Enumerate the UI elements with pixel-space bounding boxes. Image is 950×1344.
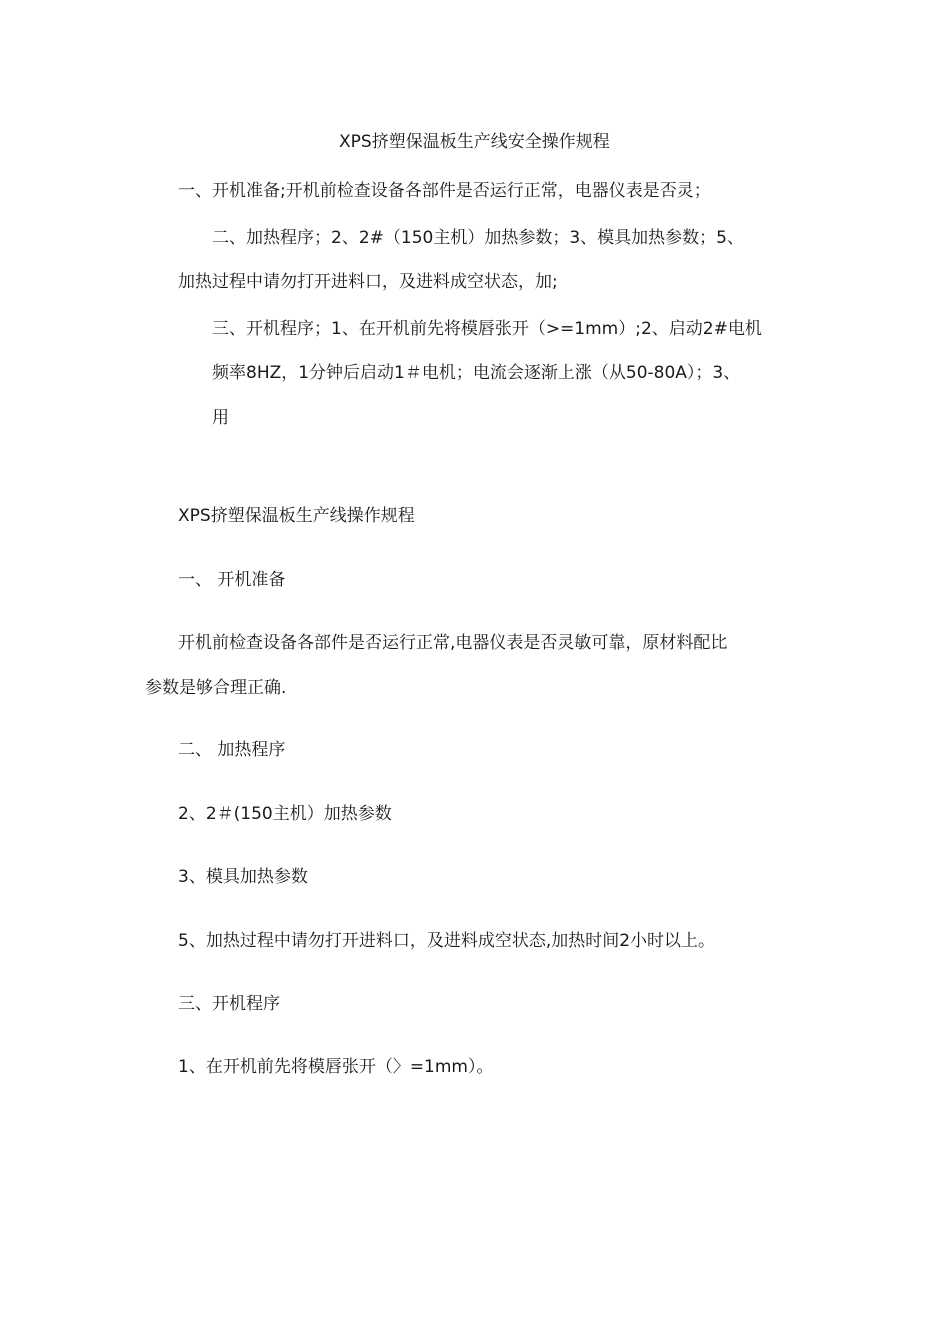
summary-paragraph-3-line-1: 三、开机程序；1、在开机前先将模唇张开（>=1mm）;2、启动2#电机 — [212, 319, 762, 339]
section-1-text-line-2: 参数是够合理正确. — [145, 678, 287, 698]
summary-paragraph-3-line-2: 频率8HZ，1分钟后启动1＃电机；电流会逐渐上涨（从50-80A）；3、 — [212, 363, 741, 383]
document-title: XPS挤塑保温板生产线安全操作规程 — [339, 132, 610, 152]
section-1-heading: 一、 开机准备 — [178, 570, 286, 590]
section-1-text-line-1: 开机前检查设备各部件是否运行正常,电器仪表是否灵敏可靠，原材料配比 — [178, 633, 728, 653]
section-2-item-3: 3、模具加热参数 — [178, 867, 308, 887]
section-3-heading: 三、开机程序 — [178, 994, 280, 1014]
section-2-item-2: 2、2＃(150主机）加热参数 — [178, 804, 392, 824]
summary-paragraph-2-line-2: 加热过程中请勿打开进料口，及进料成空状态，加; — [178, 272, 558, 292]
section-3-item-1: 1、在开机前先将模唇张开（〉=1mm）。 — [178, 1057, 494, 1077]
section-2-heading: 二、 加热程序 — [178, 740, 286, 760]
summary-paragraph-2-line-1: 二、加热程序；2、2#（150主机）加热参数；3、模具加热参数；5、 — [212, 228, 744, 248]
summary-paragraph-1: 一、开机准备;开机前检查设备各部件是否运行正常，电器仪表是否灵； — [178, 181, 711, 201]
body-subtitle: XPS挤塑保温板生产线操作规程 — [178, 506, 415, 526]
section-2-item-5: 5、加热过程中请勿打开进料口，及进料成空状态,加热时间2小时以上。 — [178, 931, 716, 951]
summary-paragraph-3-line-3: 用 — [212, 408, 229, 428]
